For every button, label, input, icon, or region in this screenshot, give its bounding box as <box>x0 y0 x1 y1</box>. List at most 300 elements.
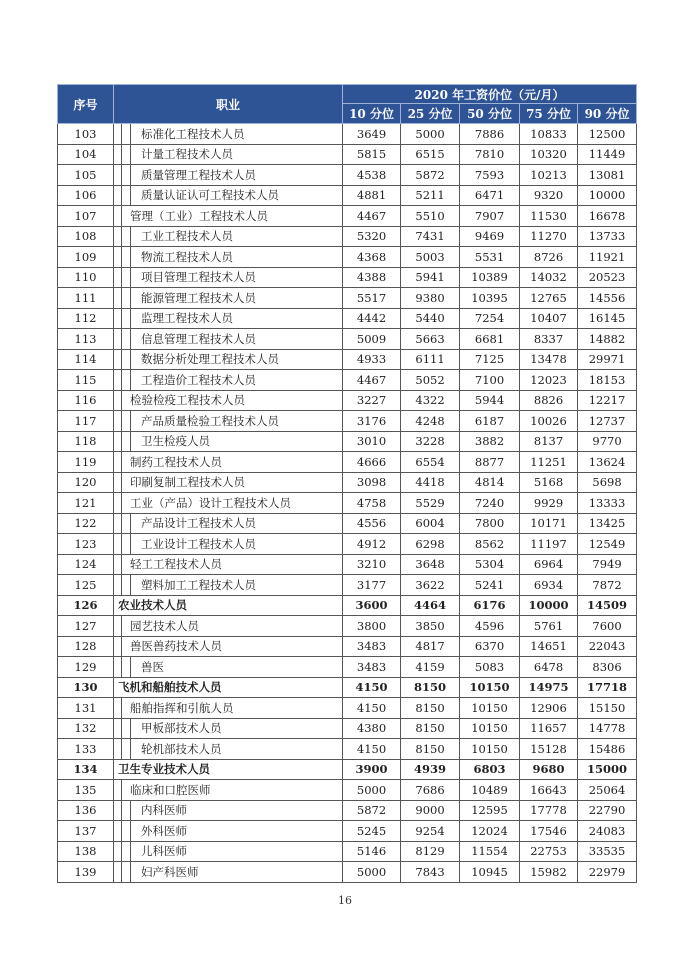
row-p10: 3177 <box>343 575 401 596</box>
table-row <box>58 657 637 678</box>
row-p25: 7843 <box>401 862 460 883</box>
row-p90: 22979 <box>578 862 637 883</box>
row-p25: 6298 <box>401 534 460 555</box>
row-p10: 5146 <box>343 841 401 862</box>
row-p10: 4388 <box>343 267 401 288</box>
indent-cell <box>122 124 131 145</box>
header-occupation: 职业 <box>114 85 343 124</box>
row-occupation: 外科医师 <box>131 821 343 842</box>
row-p25: 7686 <box>401 780 460 801</box>
header-seq: 序号 <box>58 85 114 124</box>
row-p75: 14651 <box>520 636 578 657</box>
row-seq: 108 <box>58 226 114 247</box>
row-seq: 116 <box>58 390 114 411</box>
row-p75: 6934 <box>520 575 578 596</box>
indent-cell <box>114 800 122 821</box>
indent-cell <box>114 349 122 370</box>
row-seq: 128 <box>58 636 114 657</box>
row-p10: 4150 <box>343 739 401 760</box>
row-p90: 13333 <box>578 493 637 514</box>
row-p25: 5000 <box>401 124 460 145</box>
row-p75: 10320 <box>520 144 578 165</box>
header-p50: 50 分位 <box>460 104 520 124</box>
row-p50: 9469 <box>460 226 520 247</box>
row-p25: 5211 <box>401 185 460 206</box>
row-p75: 17546 <box>520 821 578 842</box>
row-p25: 6515 <box>401 144 460 165</box>
row-occupation: 轻工工程技术人员 <box>122 554 343 575</box>
table-row <box>58 780 637 801</box>
row-p50: 7593 <box>460 165 520 186</box>
row-p90: 14882 <box>578 329 637 350</box>
indent-cell <box>114 821 122 842</box>
row-p50: 7254 <box>460 308 520 329</box>
row-occupation: 妇产科医师 <box>131 862 343 883</box>
row-p25: 5663 <box>401 329 460 350</box>
indent-cell <box>114 862 122 883</box>
indent-cell <box>114 370 122 391</box>
row-p50: 5531 <box>460 247 520 268</box>
indent-cell <box>122 800 131 821</box>
row-p50: 5944 <box>460 390 520 411</box>
row-occupation: 印刷复制工程技术人员 <box>122 472 343 493</box>
table-row <box>58 267 637 288</box>
row-p75: 11251 <box>520 452 578 473</box>
row-p50: 12024 <box>460 821 520 842</box>
row-p25: 4817 <box>401 636 460 657</box>
row-seq: 115 <box>58 370 114 391</box>
row-p10: 5000 <box>343 780 401 801</box>
row-occupation: 飞机和船舶技术人员 <box>114 677 343 698</box>
row-seq: 103 <box>58 124 114 145</box>
row-p25: 9380 <box>401 288 460 309</box>
indent-cell <box>114 698 122 719</box>
row-occupation: 管理（工业）工程技术人员 <box>122 206 343 227</box>
row-p75: 12765 <box>520 288 578 309</box>
row-p90: 13624 <box>578 452 637 473</box>
row-seq: 130 <box>58 677 114 698</box>
row-p75: 13478 <box>520 349 578 370</box>
indent-cell <box>114 165 122 186</box>
row-occupation: 数据分析处理工程技术人员 <box>131 349 343 370</box>
row-p50: 6187 <box>460 411 520 432</box>
row-p75: 8137 <box>520 431 578 452</box>
row-p50: 10150 <box>460 739 520 760</box>
row-p10: 5815 <box>343 144 401 165</box>
row-p50: 8562 <box>460 534 520 555</box>
row-p10: 3900 <box>343 759 401 780</box>
indent-cell <box>122 821 131 842</box>
indent-cell <box>114 493 122 514</box>
row-occupation: 计量工程技术人员 <box>131 144 343 165</box>
row-p50: 7886 <box>460 124 520 145</box>
row-p90: 14556 <box>578 288 637 309</box>
indent-cell <box>122 329 131 350</box>
row-seq: 120 <box>58 472 114 493</box>
row-p90: 13425 <box>578 513 637 534</box>
row-occupation: 物流工程技术人员 <box>131 247 343 268</box>
row-p75: 10026 <box>520 411 578 432</box>
row-p75: 9929 <box>520 493 578 514</box>
table-row <box>58 616 637 637</box>
row-occupation: 轮机部技术人员 <box>131 739 343 760</box>
row-p10: 4933 <box>343 349 401 370</box>
row-p10: 4150 <box>343 677 401 698</box>
row-p90: 12737 <box>578 411 637 432</box>
row-seq: 113 <box>58 329 114 350</box>
row-p90: 22043 <box>578 636 637 657</box>
row-p75: 12906 <box>520 698 578 719</box>
row-p25: 5529 <box>401 493 460 514</box>
row-p90: 22790 <box>578 800 637 821</box>
row-p10: 4442 <box>343 308 401 329</box>
row-p75: 5761 <box>520 616 578 637</box>
row-seq: 117 <box>58 411 114 432</box>
table-row <box>58 759 637 780</box>
row-p75: 11530 <box>520 206 578 227</box>
indent-cell <box>122 534 131 555</box>
row-occupation: 能源管理工程技术人员 <box>131 288 343 309</box>
row-p75: 8337 <box>520 329 578 350</box>
row-p75: 8826 <box>520 390 578 411</box>
row-p10: 4150 <box>343 698 401 719</box>
row-p10: 4666 <box>343 452 401 473</box>
row-p25: 6004 <box>401 513 460 534</box>
row-p90: 16678 <box>578 206 637 227</box>
table-row <box>58 636 637 657</box>
row-p50: 7125 <box>460 349 520 370</box>
row-p25: 3228 <box>401 431 460 452</box>
row-p25: 4159 <box>401 657 460 678</box>
table-row <box>58 677 637 698</box>
table-row <box>58 185 637 206</box>
row-p75: 14032 <box>520 267 578 288</box>
row-p90: 13081 <box>578 165 637 186</box>
indent-cell <box>114 513 122 534</box>
indent-cell <box>122 247 131 268</box>
row-seq: 121 <box>58 493 114 514</box>
row-occupation: 甲板部技术人员 <box>131 718 343 739</box>
row-p90: 13733 <box>578 226 637 247</box>
row-p75: 6964 <box>520 554 578 575</box>
row-p75: 10000 <box>520 595 578 616</box>
indent-cell <box>114 431 122 452</box>
indent-cell <box>114 247 122 268</box>
row-seq: 139 <box>58 862 114 883</box>
indent-cell <box>122 739 131 760</box>
row-seq: 111 <box>58 288 114 309</box>
row-p75: 17778 <box>520 800 578 821</box>
row-p10: 4556 <box>343 513 401 534</box>
indent-cell <box>122 575 131 596</box>
row-occupation: 内科医师 <box>131 800 343 821</box>
row-occupation: 工业工程技术人员 <box>131 226 343 247</box>
row-p90: 33535 <box>578 841 637 862</box>
row-p90: 12500 <box>578 124 637 145</box>
table-row <box>58 472 637 493</box>
indent-cell <box>122 185 131 206</box>
row-p75: 10213 <box>520 165 578 186</box>
row-p10: 4467 <box>343 206 401 227</box>
table-row <box>58 513 637 534</box>
row-seq: 118 <box>58 431 114 452</box>
indent-cell <box>114 452 122 473</box>
row-p90: 15150 <box>578 698 637 719</box>
row-p90: 12549 <box>578 534 637 555</box>
table-row <box>58 288 637 309</box>
row-p90: 29971 <box>578 349 637 370</box>
row-p90: 17718 <box>578 677 637 698</box>
row-seq: 107 <box>58 206 114 227</box>
row-p90: 7872 <box>578 575 637 596</box>
row-p50: 7907 <box>460 206 520 227</box>
row-seq: 137 <box>58 821 114 842</box>
table-row <box>58 165 637 186</box>
indent-cell <box>114 616 122 637</box>
row-p90: 15486 <box>578 739 637 760</box>
indent-cell <box>114 329 122 350</box>
table-row <box>58 698 637 719</box>
indent-cell <box>122 862 131 883</box>
row-p90: 8306 <box>578 657 637 678</box>
row-p25: 5941 <box>401 267 460 288</box>
row-p75: 11657 <box>520 718 578 739</box>
row-p10: 5872 <box>343 800 401 821</box>
row-p50: 6681 <box>460 329 520 350</box>
indent-cell <box>122 226 131 247</box>
row-occupation: 船舶指挥和引航人员 <box>122 698 343 719</box>
table-row <box>58 144 637 165</box>
row-p10: 3176 <box>343 411 401 432</box>
row-p50: 10395 <box>460 288 520 309</box>
table-row <box>58 329 637 350</box>
row-occupation: 兽医 <box>131 657 343 678</box>
row-p90: 16145 <box>578 308 637 329</box>
row-p25: 5052 <box>401 370 460 391</box>
table-row <box>58 124 637 145</box>
row-p50: 6176 <box>460 595 520 616</box>
row-p25: 5003 <box>401 247 460 268</box>
row-occupation: 产品设计工程技术人员 <box>131 513 343 534</box>
row-p75: 10171 <box>520 513 578 534</box>
row-p75: 15982 <box>520 862 578 883</box>
row-p90: 15000 <box>578 759 637 780</box>
row-p90: 11921 <box>578 247 637 268</box>
row-p50: 5083 <box>460 657 520 678</box>
row-p25: 6111 <box>401 349 460 370</box>
row-p50: 4596 <box>460 616 520 637</box>
row-p50: 5241 <box>460 575 520 596</box>
indent-cell <box>114 534 122 555</box>
row-p25: 3850 <box>401 616 460 637</box>
row-occupation: 工程造价工程技术人员 <box>131 370 343 391</box>
row-p25: 3622 <box>401 575 460 596</box>
row-p50: 10489 <box>460 780 520 801</box>
row-p25: 3648 <box>401 554 460 575</box>
salary-table <box>57 84 637 883</box>
row-p50: 7800 <box>460 513 520 534</box>
row-p50: 6803 <box>460 759 520 780</box>
row-p25: 8150 <box>401 739 460 760</box>
header-p90: 90 分位 <box>578 104 637 124</box>
indent-cell <box>114 841 122 862</box>
row-p25: 4248 <box>401 411 460 432</box>
row-seq: 134 <box>58 759 114 780</box>
indent-cell <box>114 657 122 678</box>
row-p90: 25064 <box>578 780 637 801</box>
table-row <box>58 370 637 391</box>
row-seq: 109 <box>58 247 114 268</box>
row-p10: 3483 <box>343 657 401 678</box>
table-row <box>58 247 637 268</box>
row-occupation: 信息管理工程技术人员 <box>131 329 343 350</box>
row-p75: 6478 <box>520 657 578 678</box>
row-p50: 4814 <box>460 472 520 493</box>
table-header <box>58 85 637 124</box>
indent-cell <box>114 206 122 227</box>
row-p10: 4881 <box>343 185 401 206</box>
row-p10: 3010 <box>343 431 401 452</box>
row-p90: 20523 <box>578 267 637 288</box>
row-p90: 7949 <box>578 554 637 575</box>
header-p10: 10 分位 <box>343 104 401 124</box>
indent-cell <box>122 288 131 309</box>
row-p50: 7100 <box>460 370 520 391</box>
indent-cell <box>114 124 122 145</box>
indent-cell <box>122 718 131 739</box>
row-p25: 8150 <box>401 718 460 739</box>
row-p10: 5009 <box>343 329 401 350</box>
indent-cell <box>114 267 122 288</box>
indent-cell <box>114 390 122 411</box>
row-p90: 10000 <box>578 185 637 206</box>
table-row <box>58 554 637 575</box>
indent-cell <box>114 739 122 760</box>
row-seq: 105 <box>58 165 114 186</box>
row-p50: 7810 <box>460 144 520 165</box>
row-p75: 22753 <box>520 841 578 862</box>
row-p90: 18153 <box>578 370 637 391</box>
row-p10: 4538 <box>343 165 401 186</box>
row-p50: 10150 <box>460 698 520 719</box>
indent-cell <box>122 349 131 370</box>
row-p75: 14975 <box>520 677 578 698</box>
indent-cell <box>122 431 131 452</box>
row-seq: 133 <box>58 739 114 760</box>
indent-cell <box>114 308 122 329</box>
row-occupation: 工业设计工程技术人员 <box>131 534 343 555</box>
table-row <box>58 390 637 411</box>
header-p25: 25 分位 <box>401 104 460 124</box>
row-p75: 9320 <box>520 185 578 206</box>
row-seq: 123 <box>58 534 114 555</box>
row-p75: 9680 <box>520 759 578 780</box>
row-p90: 5698 <box>578 472 637 493</box>
row-p90: 14778 <box>578 718 637 739</box>
row-p50: 5304 <box>460 554 520 575</box>
row-p90: 9770 <box>578 431 637 452</box>
row-p10: 5245 <box>343 821 401 842</box>
row-p75: 15128 <box>520 739 578 760</box>
table-row <box>58 452 637 473</box>
table-row <box>58 534 637 555</box>
indent-cell <box>122 165 131 186</box>
row-seq: 127 <box>58 616 114 637</box>
row-occupation: 制药工程技术人员 <box>122 452 343 473</box>
indent-cell <box>114 718 122 739</box>
row-p10: 3210 <box>343 554 401 575</box>
indent-cell <box>114 185 122 206</box>
row-occupation: 园艺技术人员 <box>122 616 343 637</box>
row-occupation: 项目管理工程技术人员 <box>131 267 343 288</box>
indent-cell <box>114 554 122 575</box>
table-row <box>58 739 637 760</box>
row-seq: 106 <box>58 185 114 206</box>
row-seq: 125 <box>58 575 114 596</box>
row-occupation: 监理工程技术人员 <box>131 308 343 329</box>
row-seq: 138 <box>58 841 114 862</box>
row-p25: 8150 <box>401 698 460 719</box>
row-p75: 5168 <box>520 472 578 493</box>
row-p10: 5517 <box>343 288 401 309</box>
table-row <box>58 821 637 842</box>
row-p75: 16643 <box>520 780 578 801</box>
row-p10: 3600 <box>343 595 401 616</box>
row-p25: 4464 <box>401 595 460 616</box>
row-seq: 131 <box>58 698 114 719</box>
row-seq: 132 <box>58 718 114 739</box>
row-p25: 9000 <box>401 800 460 821</box>
row-occupation: 兽医兽药技术人员 <box>122 636 343 657</box>
indent-cell <box>122 411 131 432</box>
indent-cell <box>114 288 122 309</box>
row-occupation: 工业（产品）设计工程技术人员 <box>122 493 343 514</box>
row-occupation: 卫生专业技术人员 <box>114 759 343 780</box>
row-seq: 135 <box>58 780 114 801</box>
row-p25: 5440 <box>401 308 460 329</box>
row-occupation: 质量管理工程技术人员 <box>131 165 343 186</box>
row-occupation: 质量认证认可工程技术人员 <box>131 185 343 206</box>
row-p75: 8726 <box>520 247 578 268</box>
indent-cell <box>114 411 122 432</box>
row-p90: 14509 <box>578 595 637 616</box>
row-p10: 3649 <box>343 124 401 145</box>
table-row <box>58 308 637 329</box>
row-p10: 3098 <box>343 472 401 493</box>
row-p10: 4467 <box>343 370 401 391</box>
row-p10: 3800 <box>343 616 401 637</box>
row-occupation: 塑料加工工程技术人员 <box>131 575 343 596</box>
table-row <box>58 862 637 883</box>
row-p25: 6554 <box>401 452 460 473</box>
row-p10: 3227 <box>343 390 401 411</box>
row-p10: 4912 <box>343 534 401 555</box>
row-seq: 124 <box>58 554 114 575</box>
row-p25: 5872 <box>401 165 460 186</box>
header-wage-group: 2020 年工资价位（元/月） <box>343 85 637 104</box>
row-p25: 9254 <box>401 821 460 842</box>
row-p25: 4939 <box>401 759 460 780</box>
row-occupation: 农业技术人员 <box>114 595 343 616</box>
table-row <box>58 431 637 452</box>
indent-cell <box>122 308 131 329</box>
table-row <box>58 411 637 432</box>
row-p50: 6471 <box>460 185 520 206</box>
row-p25: 7431 <box>401 226 460 247</box>
row-p90: 12217 <box>578 390 637 411</box>
row-p90: 11449 <box>578 144 637 165</box>
row-p50: 6370 <box>460 636 520 657</box>
